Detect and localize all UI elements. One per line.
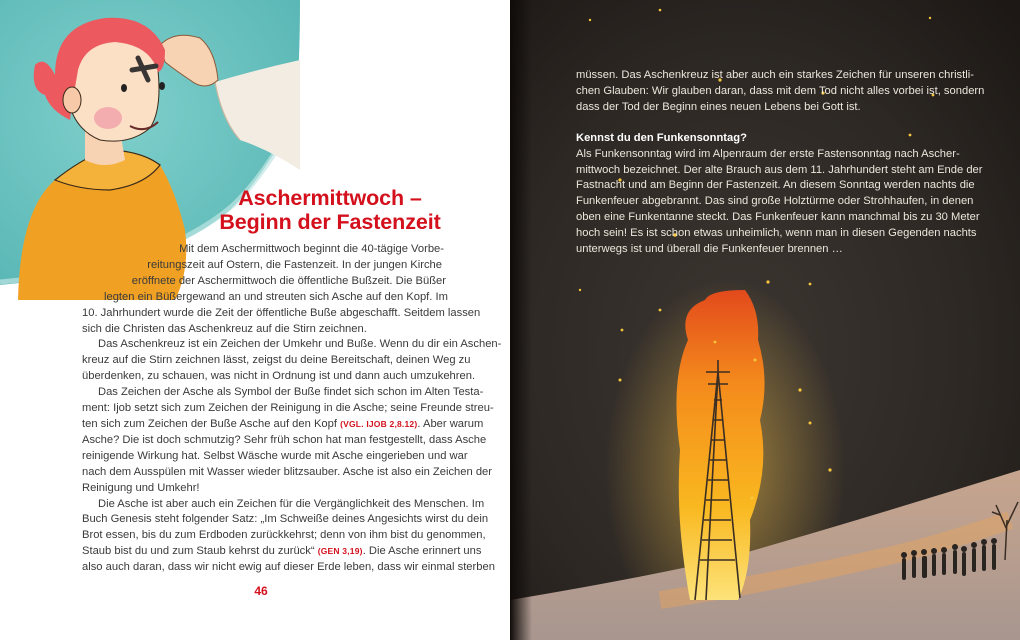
text-line: reitungszeit auf Ostern, die Fastenzeit. In der jungen Kirche (147, 258, 442, 271)
text-line (82, 417, 484, 433)
text-line: Das Zeichen der Asche als Symbol der Buße findet sich schon im Alten Testa- (98, 386, 484, 399)
title-line-2: Beginn der Fastenzeit (219, 210, 441, 234)
text-line: Als Funkensonntag wird im Alpenraum der erste Fastensonntag nach Ascher- (576, 147, 960, 160)
text-line: Mit dem Aschermittwoch beginnt die 40-tägige Vorbe- (179, 243, 444, 255)
text-line: Buch Genesis steht folgender Satz: „Im Schweiße deines Angesichts wirst du dein (82, 513, 489, 526)
text-line: unterwegs ist und überall die Funkenfeuer brennen … (576, 243, 843, 256)
text-line: überdenken, zu schauen, was nicht in Ordnung ist und dann auch umzukehren. (82, 370, 476, 383)
text-line: Funkenfeuer abgebrannt. Das sind große Holztürme oder Strohhaufen, in denen (576, 195, 974, 208)
section-subheading: Kennst du den Funkensonntag? (576, 131, 747, 144)
text-line: Reinigung und Umkehr! (82, 481, 200, 494)
right-body-text (576, 68, 996, 258)
main-body-text (82, 242, 502, 576)
page-number: 46 (254, 584, 268, 598)
text-line: Brot essen, bis du zum Erdboden zurückkehrst; denn von ihm bist du genommen, (82, 529, 486, 542)
title-line-1: Aschermittwoch – (238, 186, 422, 210)
text-line: kreuz auf die Stirn zeichnen lässt, zeigst du deine Bereitschaft, deinen Weg zu (82, 354, 471, 367)
text-line: chen Glauben: Wir glauben daran, dass mit dem Tod nicht alles vorbei ist, sondern (576, 84, 985, 97)
bible-reference: (VGL. IJOB 2,8.12) (340, 418, 418, 429)
text-line: mittwoch bezeichnet. Der alte Brauch aus dem 11. Jahrhundert steht am Ende der (576, 163, 983, 176)
text-line: hoch sein! Es ist schon etwas unheimlich, wenn man in diesen Gegenden nachts (576, 227, 977, 240)
text-segment: . Die Asche erinnert uns (362, 545, 482, 558)
text-line: legten ein Büßergewand an und streuten sich Asche auf den Kopf. Im (104, 290, 448, 303)
text-line (82, 544, 482, 560)
text-line: ment: Ijob setzt sich zum Zeichen der Reinigung in die Asche; seine Freunde streu- (82, 402, 494, 415)
text-line: nach dem Ausspülen mit Wasser wieder blitzsauber. Asche ist also ein Zeichen der (82, 465, 492, 478)
right-page (510, 0, 1020, 640)
text-line: reinigende Wirkung hat. Selbst Wäsche wurde mit Asche eingerieben und war (82, 449, 468, 462)
text-line: also auch daran, dass wir nicht ewig auf dieser Erde leben, dass wir einmal sterben (82, 561, 495, 574)
text-segment: ten sich zum Zeichen der Buße Asche auf den Kopf (82, 417, 337, 430)
text-line: dass der Tod der Beginn eines neuen Lebens bei Gott ist. (576, 100, 861, 113)
text-segment: Staub bist du und zum Staub kehrst du zurück“ (82, 545, 315, 558)
text-line: Asche? Die ist doch schmutzig? Sehr früh schon hat man festgestellt, dass Asche (82, 433, 487, 446)
text-line: Fastnacht und am Beginn der Fastenzeit. An diesem Sonntag werden nachts die (576, 179, 975, 192)
text-line: Die Asche ist aber auch ein Zeichen für die Vergänglichkeit des Menschen. Im (98, 497, 485, 510)
text-segment: . Aber warum (417, 417, 484, 430)
bible-reference: (GEN 3,19) (317, 546, 363, 557)
page-gutter-shadow (510, 0, 532, 640)
text-line: oben eine Funkentanne steckt. Das Funkenfeuer kann manchmal bis zu 30 Meter (576, 211, 980, 224)
text-line: eröffnete der Aschermittwoch die öffentliche Bußzeit. Die Büßer (131, 274, 446, 287)
text-line: sich die Christen das Aschenkreuz auf die Stirn zeichnen. (82, 322, 367, 335)
text-line: Das Aschenkreuz ist ein Zeichen der Umkehr und Buße. Wenn du dir ein Aschen- (98, 338, 502, 351)
text-line: müssen. Das Aschenkreuz ist aber auch ein starkes Zeichen für unseren christli- (576, 69, 974, 81)
page-title (200, 186, 460, 234)
text-line: 10. Jahrhundert wurde die Zeit der öffentliche Buße abgeschafft. Seitdem lassen (82, 306, 481, 319)
